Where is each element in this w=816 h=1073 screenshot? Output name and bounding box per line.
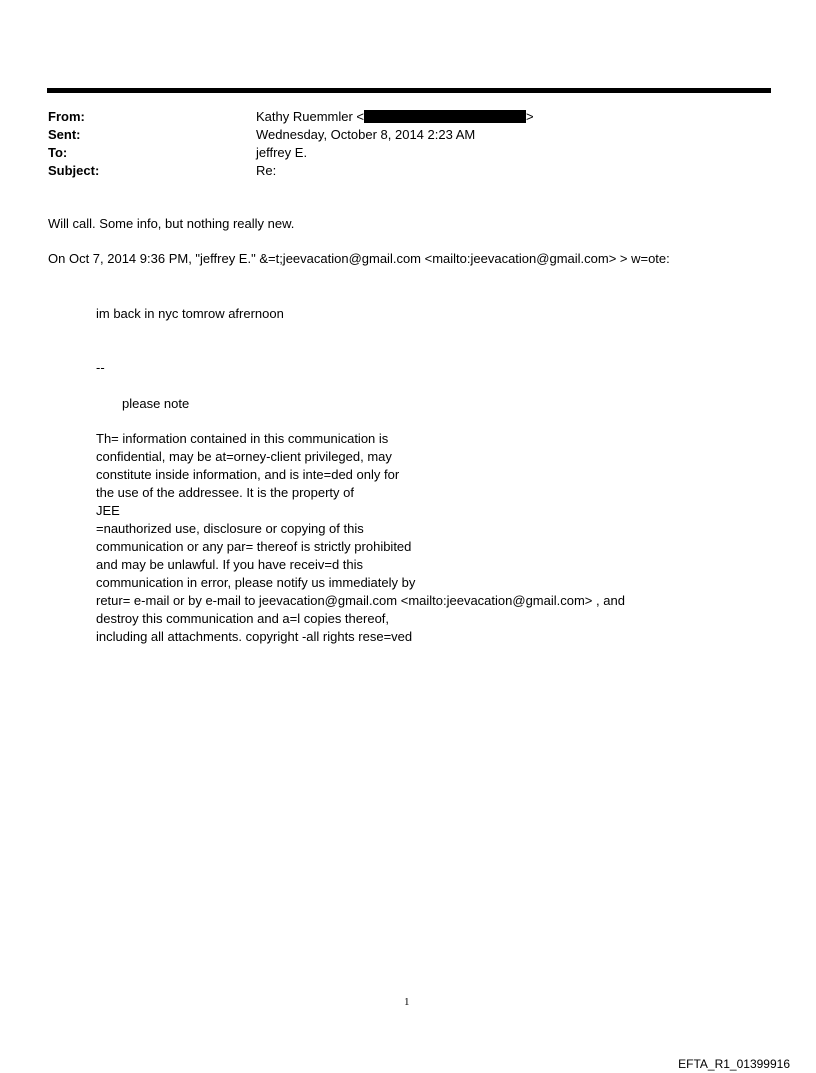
- reply-text: Will call. Some info, but nothing really new.: [48, 216, 295, 231]
- disclaimer-line: constitute inside information, and is inte=ded only for: [96, 467, 400, 482]
- disclaimer-line: JEE: [96, 503, 120, 518]
- header-rule: [47, 88, 771, 93]
- page-number: 1: [404, 996, 410, 1008]
- disclaimer-line: and may be unlawful. If you have receiv=d this: [96, 557, 364, 572]
- subject-label: Subject:: [48, 163, 100, 178]
- disclaimer-line: destroy this communication and a=l copies thereof,: [96, 611, 390, 626]
- to-label: To:: [48, 145, 68, 160]
- disclaimer-line: confidential, may be at=orney-client privileged, may: [96, 449, 392, 464]
- document-id: EFTA_R1_01399916: [678, 1057, 790, 1071]
- from-name: Kathy Ruemmler <: [256, 109, 365, 124]
- please-note: please note: [122, 396, 190, 411]
- signature-separator: --: [96, 360, 105, 375]
- from-value: [256, 109, 534, 124]
- disclaimer-line: communication in error, please notify us immediately by: [96, 575, 416, 590]
- from-label: From:: [48, 109, 85, 124]
- sent-value: Wednesday, October 8, 2014 2:23 AM: [256, 127, 476, 142]
- disclaimer-line: including all attachments. copyright -all rights rese=ved: [96, 629, 413, 644]
- quoted-message: im back in nyc tomrow afrernoon: [96, 306, 284, 321]
- disclaimer-line: the use of the addressee. It is the property of: [96, 485, 354, 500]
- redaction-box: [364, 110, 526, 123]
- quote-intro: On Oct 7, 2014 9:36 PM, "jeffrey E." &=t;jeevacation@gmail.com <mailto:jeevacation@gmail.com> > w=ote:: [48, 251, 670, 266]
- from-close: >: [526, 109, 534, 124]
- disclaimer-line: Th= information contained in this communication is: [96, 431, 389, 446]
- sent-label: Sent:: [48, 127, 81, 142]
- subject-value: Re:: [256, 163, 277, 178]
- disclaimer-line: communication or any par= thereof is strictly prohibited: [96, 539, 412, 554]
- disclaimer-line: retur= e-mail or by e-mail to jeevacation@gmail.com <mailto:jeevacation@gmail.com> , and: [96, 593, 625, 608]
- to-value: jeffrey E.: [256, 145, 308, 160]
- disclaimer-line: =nauthorized use, disclosure or copying of this: [96, 521, 364, 536]
